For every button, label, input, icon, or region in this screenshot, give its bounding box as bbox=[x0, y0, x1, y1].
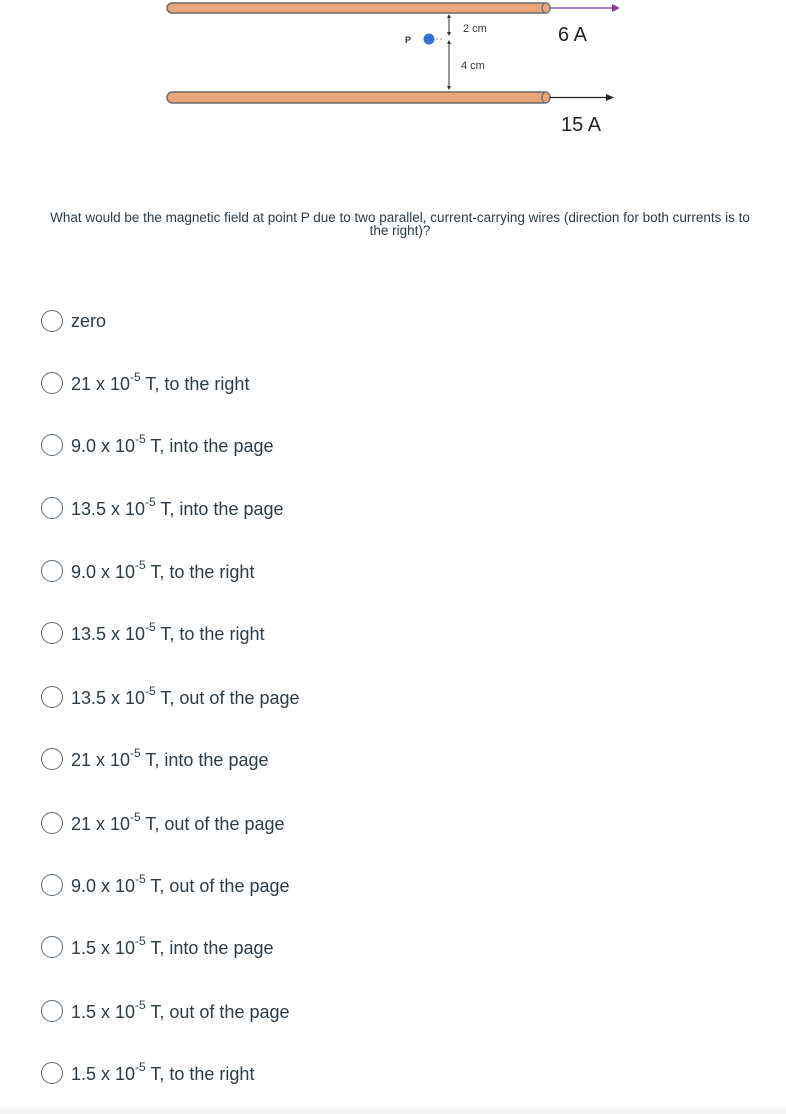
current-bottom-label: 15 A bbox=[561, 114, 602, 136]
top-wire bbox=[167, 3, 620, 13]
point-label: P bbox=[405, 35, 412, 45]
option-text-suffix: T, to the right bbox=[140, 373, 250, 394]
answer-option[interactable] bbox=[41, 683, 300, 711]
answer-option[interactable] bbox=[41, 431, 274, 459]
answer-option-label bbox=[71, 311, 106, 332]
option-exponent: -5 bbox=[135, 1059, 146, 1074]
top-current-arrow-icon bbox=[612, 4, 620, 12]
option-text-main: 1.5 x 10 bbox=[71, 1001, 136, 1022]
option-exponent: -5 bbox=[145, 683, 156, 698]
option-text-main: 13.5 x 10 bbox=[71, 623, 146, 644]
option-exponent: -5 bbox=[145, 494, 156, 509]
radio-button[interactable] bbox=[41, 874, 63, 896]
distance-top-label: 2 cm bbox=[463, 23, 487, 35]
answer-option[interactable] bbox=[41, 1059, 254, 1087]
option-text-suffix: T, to the right bbox=[145, 1063, 255, 1084]
option-exponent: -5 bbox=[135, 871, 146, 886]
option-text-suffix: T, to the right bbox=[155, 623, 265, 644]
option-exponent: -5 bbox=[135, 431, 146, 446]
answer-option-label bbox=[71, 997, 290, 1023]
answer-option[interactable] bbox=[41, 369, 249, 397]
option-text-main: 21 x 10 bbox=[71, 813, 131, 834]
option-text-suffix: T, into the page bbox=[140, 749, 269, 770]
option-text-suffix: T, into the page bbox=[155, 498, 284, 519]
option-text-main: 21 x 10 bbox=[71, 373, 131, 394]
answer-option[interactable] bbox=[41, 557, 254, 585]
answer-option[interactable] bbox=[41, 619, 264, 647]
radio-button[interactable] bbox=[41, 372, 63, 394]
answer-option-label bbox=[71, 933, 274, 959]
answer-option-label bbox=[71, 557, 255, 583]
bottom-edge bbox=[0, 1104, 786, 1114]
answer-option[interactable] bbox=[41, 997, 290, 1025]
answer-option-label bbox=[71, 1059, 255, 1085]
option-text-main: 1.5 x 10 bbox=[71, 1063, 136, 1084]
answer-option[interactable] bbox=[41, 494, 284, 522]
option-text-main: 13.5 x 10 bbox=[71, 687, 146, 708]
current-top-label: 6 A bbox=[558, 24, 587, 46]
option-text-suffix: T, out of the page bbox=[145, 1001, 290, 1022]
distance-marker-top bbox=[447, 14, 451, 36]
option-text-main: 13.5 x 10 bbox=[71, 498, 146, 519]
option-exponent: -5 bbox=[135, 997, 146, 1012]
option-text-main: 21 x 10 bbox=[71, 749, 131, 770]
radio-button[interactable] bbox=[41, 936, 63, 958]
option-exponent: -5 bbox=[135, 557, 146, 572]
answer-option-label bbox=[71, 369, 250, 395]
answer-option-label bbox=[71, 494, 284, 520]
option-exponent: -5 bbox=[130, 369, 141, 384]
answer-option-label bbox=[71, 745, 269, 771]
answer-option-label bbox=[71, 871, 290, 897]
option-text-suffix: T, into the page bbox=[145, 937, 274, 958]
option-text-suffix: T, out of the page bbox=[145, 875, 290, 896]
bottom-wire bbox=[167, 92, 614, 103]
answer-option-label bbox=[71, 619, 265, 645]
option-exponent: -5 bbox=[145, 619, 156, 634]
distance-bottom-label: 4 cm bbox=[461, 60, 485, 72]
option-text-main: 9.0 x 10 bbox=[71, 875, 136, 896]
radio-button[interactable] bbox=[41, 1062, 63, 1084]
radio-button[interactable] bbox=[41, 497, 63, 519]
radio-button[interactable] bbox=[41, 748, 63, 770]
radio-button[interactable] bbox=[41, 686, 63, 708]
answer-option[interactable] bbox=[41, 809, 285, 837]
radio-button[interactable] bbox=[41, 812, 63, 834]
wires-diagram bbox=[0, 0, 786, 150]
option-text-suffix: T, out of the page bbox=[140, 813, 285, 834]
option-text-main: zero bbox=[71, 310, 107, 331]
option-exponent: -5 bbox=[130, 745, 141, 760]
radio-button[interactable] bbox=[41, 622, 63, 644]
option-text-main: 1.5 x 10 bbox=[71, 937, 136, 958]
question-text: What would be the magnetic field at point P due to two parallel, current-carrying wires (direction for both currents is to the right)? bbox=[50, 210, 750, 238]
answer-option-label bbox=[71, 809, 285, 835]
answer-option[interactable] bbox=[41, 933, 274, 961]
answer-option[interactable] bbox=[41, 745, 269, 773]
radio-button[interactable] bbox=[41, 560, 63, 582]
bottom-current-arrow-icon bbox=[606, 94, 614, 101]
answer-option[interactable] bbox=[41, 871, 290, 899]
answer-option[interactable] bbox=[41, 307, 106, 335]
answer-option-label bbox=[71, 431, 274, 457]
option-text-suffix: T, out of the page bbox=[155, 687, 300, 708]
radio-button[interactable] bbox=[41, 1000, 63, 1022]
radio-button[interactable] bbox=[41, 310, 63, 332]
option-text-suffix: T, into the page bbox=[145, 435, 274, 456]
option-exponent: -5 bbox=[135, 933, 146, 948]
point-p-dot bbox=[424, 34, 435, 45]
option-exponent: -5 bbox=[130, 809, 141, 824]
option-text-suffix: T, to the right bbox=[145, 561, 255, 582]
radio-button[interactable] bbox=[41, 434, 63, 456]
answer-option-label bbox=[71, 683, 300, 709]
option-text-main: 9.0 x 10 bbox=[71, 561, 136, 582]
distance-marker-bottom bbox=[447, 40, 451, 90]
option-text-main: 9.0 x 10 bbox=[71, 435, 136, 456]
